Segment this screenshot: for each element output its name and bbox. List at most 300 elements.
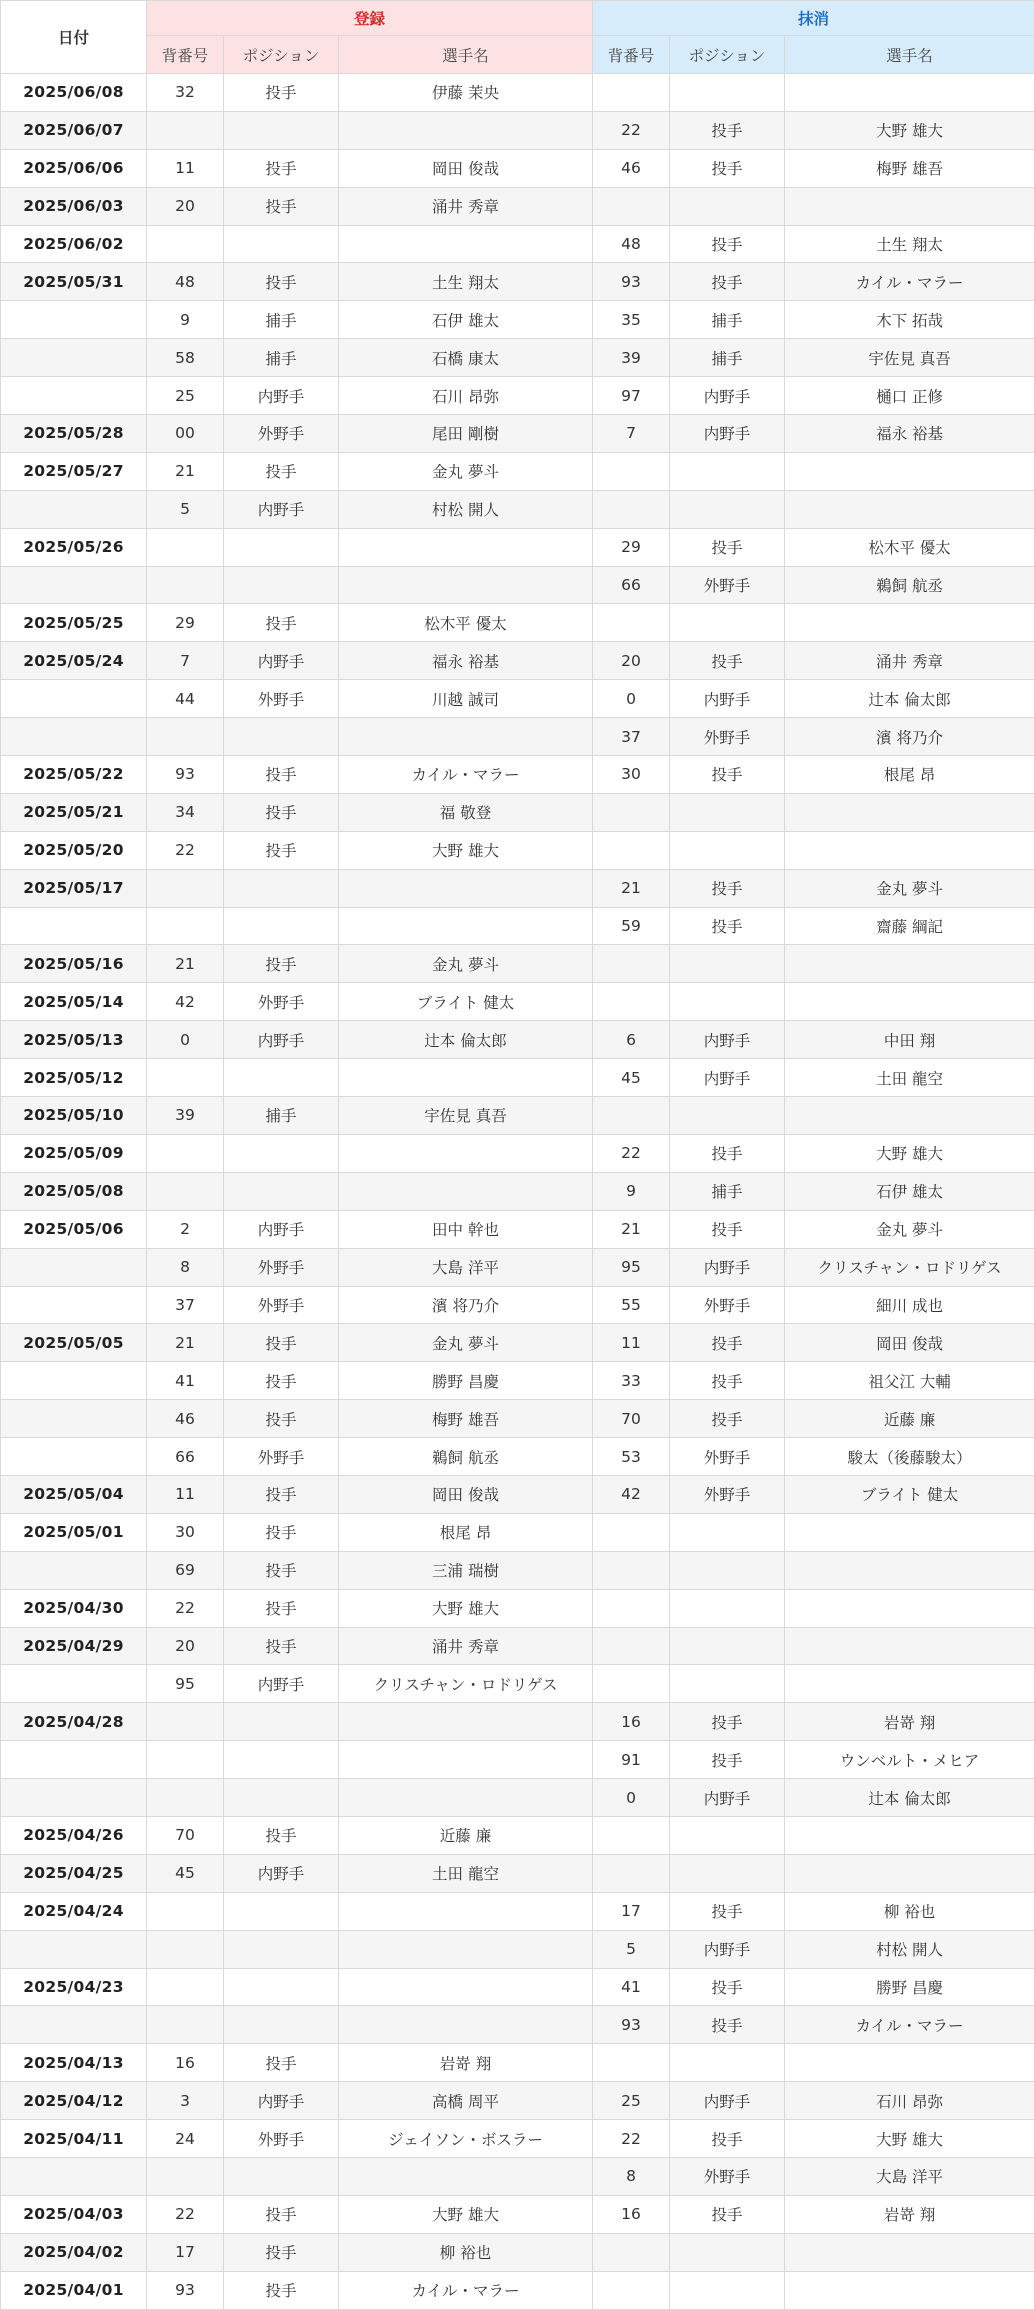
deregistered-player-cell: 金丸 夢斗 xyxy=(785,1210,1034,1248)
deregistered-position-cell xyxy=(670,1551,785,1589)
date-cell: 2025/04/03 xyxy=(1,2195,147,2233)
date-cell xyxy=(1,490,147,528)
deregistered-number-cell xyxy=(593,1854,670,1892)
deregistered-number-cell xyxy=(593,604,670,642)
registered-position-cell: 投手 xyxy=(224,831,339,869)
table-row xyxy=(1,1551,1034,1589)
header-group-row xyxy=(1,1,1034,36)
date-cell xyxy=(1,1551,147,1589)
deregistered-position-cell xyxy=(670,1854,785,1892)
deregistered-position-cell: 捕手 xyxy=(670,301,785,339)
date-cell: 2025/04/26 xyxy=(1,1816,147,1854)
registered-position-cell: 投手 xyxy=(224,452,339,490)
deregistered-player-cell: 大野 雄大 xyxy=(785,111,1034,149)
deregistered-position-cell: 内野手 xyxy=(670,1779,785,1817)
registered-position-cell: 内野手 xyxy=(224,1854,339,1892)
date-cell: 2025/05/21 xyxy=(1,793,147,831)
deregistered-position-cell xyxy=(670,1097,785,1135)
table-row xyxy=(1,907,1034,945)
date-cell: 2025/05/09 xyxy=(1,1134,147,1172)
registered-position-cell: 外野手 xyxy=(224,1438,339,1476)
deregistered-position-cell: 投手 xyxy=(670,111,785,149)
date-cell: 2025/06/08 xyxy=(1,74,147,112)
table-row xyxy=(1,1892,1034,1930)
registered-player-cell: 根尾 昂 xyxy=(339,1513,593,1551)
date-cell: 2025/04/13 xyxy=(1,2044,147,2082)
deregistered-number-cell xyxy=(593,1551,670,1589)
registered-number-cell xyxy=(147,1059,224,1097)
registered-number-cell: 0 xyxy=(147,1021,224,1059)
registered-number-cell xyxy=(147,1930,224,1968)
deregistered-position-cell xyxy=(670,1665,785,1703)
registered-position-cell: 投手 xyxy=(224,1589,339,1627)
deregistered-player-cell: クリスチャン・ロドリゲス xyxy=(785,1248,1034,1286)
deregistered-player-cell xyxy=(785,945,1034,983)
deregistered-position-cell xyxy=(670,945,785,983)
registered-position-cell: 内野手 xyxy=(224,1210,339,1248)
deregistered-player-cell xyxy=(785,2044,1034,2082)
registered-position-cell: 投手 xyxy=(224,2195,339,2233)
registered-position-cell: 内野手 xyxy=(224,642,339,680)
date-cell xyxy=(1,907,147,945)
registered-number-cell: 70 xyxy=(147,1816,224,1854)
registered-position-cell: 内野手 xyxy=(224,377,339,415)
table-row xyxy=(1,2271,1034,2309)
date-cell: 2025/05/26 xyxy=(1,528,147,566)
table-row xyxy=(1,1172,1034,1210)
registered-number-cell: 22 xyxy=(147,831,224,869)
deregistered-player-cell xyxy=(785,74,1034,112)
date-cell: 2025/05/04 xyxy=(1,1475,147,1513)
registered-position-cell xyxy=(224,869,339,907)
registered-player-cell: 土生 翔太 xyxy=(339,263,593,301)
table-row xyxy=(1,74,1034,112)
registered-player-cell xyxy=(339,1779,593,1817)
table-row xyxy=(1,945,1034,983)
registered-position-cell: 投手 xyxy=(224,945,339,983)
deregistered-number-cell: 21 xyxy=(593,1210,670,1248)
registered-player-cell xyxy=(339,2157,593,2195)
deregistered-player-cell xyxy=(785,452,1034,490)
date-cell xyxy=(1,1400,147,1438)
registered-player-cell xyxy=(339,111,593,149)
table-row xyxy=(1,566,1034,604)
deregistered-player-cell xyxy=(785,1551,1034,1589)
deregistered-number-cell: 22 xyxy=(593,2120,670,2158)
date-cell xyxy=(1,1930,147,1968)
deregistered-player-cell xyxy=(785,187,1034,225)
registered-position-cell: 投手 xyxy=(224,2233,339,2271)
table-row xyxy=(1,793,1034,831)
date-cell: 2025/04/29 xyxy=(1,1627,147,1665)
registered-number-cell: 21 xyxy=(147,945,224,983)
table-row xyxy=(1,1665,1034,1703)
registered-position-cell: 投手 xyxy=(224,1551,339,1589)
deregistered-player-cell: 岡田 俊哉 xyxy=(785,1324,1034,1362)
registered-position-cell: 内野手 xyxy=(224,1021,339,1059)
deregistered-number-cell xyxy=(593,490,670,528)
registered-number-cell: 34 xyxy=(147,793,224,831)
deregistered-number-cell xyxy=(593,1665,670,1703)
deregistered-position-cell xyxy=(670,983,785,1021)
date-cell xyxy=(1,339,147,377)
registered-position-cell xyxy=(224,1968,339,2006)
table-row xyxy=(1,1059,1034,1097)
registered-number-cell xyxy=(147,225,224,263)
registered-number-cell xyxy=(147,1703,224,1741)
registered-number-cell xyxy=(147,566,224,604)
date-cell: 2025/05/08 xyxy=(1,1172,147,1210)
registered-position-header: ポジション xyxy=(224,36,339,74)
table-row xyxy=(1,225,1034,263)
date-cell: 2025/05/17 xyxy=(1,869,147,907)
registered-player-cell: 宇佐見 真吾 xyxy=(339,1097,593,1135)
registered-position-cell: 投手 xyxy=(224,1513,339,1551)
registered-player-cell xyxy=(339,225,593,263)
registered-position-cell: 投手 xyxy=(224,793,339,831)
registered-player-cell: カイル・マラー xyxy=(339,2271,593,2309)
table-row xyxy=(1,1627,1034,1665)
registered-player-cell: 鵜飼 航丞 xyxy=(339,1438,593,1476)
registered-number-cell xyxy=(147,2157,224,2195)
registered-position-cell xyxy=(224,1892,339,1930)
registered-player-cell: 福永 裕基 xyxy=(339,642,593,680)
deregistered-player-cell: 福永 裕基 xyxy=(785,415,1034,453)
deregistered-number-cell xyxy=(593,1513,670,1551)
deregistered-number-cell: 0 xyxy=(593,1779,670,1817)
deregistered-position-cell: 投手 xyxy=(670,225,785,263)
deregistered-position-cell: 内野手 xyxy=(670,377,785,415)
date-cell: 2025/04/24 xyxy=(1,1892,147,1930)
table-row xyxy=(1,1210,1034,1248)
registered-position-cell: 外野手 xyxy=(224,1286,339,1324)
table-row xyxy=(1,301,1034,339)
deregistered-player-cell: 岩嵜 翔 xyxy=(785,1703,1034,1741)
deregistered-position-cell: 内野手 xyxy=(670,1930,785,1968)
deregistered-number-cell xyxy=(593,983,670,1021)
registered-number-cell: 44 xyxy=(147,680,224,718)
registered-number-cell: 24 xyxy=(147,2120,224,2158)
deregistered-player-cell: 勝野 昌慶 xyxy=(785,1968,1034,2006)
registered-position-cell xyxy=(224,2006,339,2044)
deregistered-player-cell: 根尾 昂 xyxy=(785,756,1034,794)
registered-position-cell: 投手 xyxy=(224,2271,339,2309)
deregistered-number-cell xyxy=(593,945,670,983)
deregistered-number-cell: 7 xyxy=(593,415,670,453)
registered-player-cell: 大野 雄大 xyxy=(339,1589,593,1627)
registered-position-cell: 投手 xyxy=(224,149,339,187)
roster-table-body xyxy=(1,74,1034,2310)
registered-number-cell: 95 xyxy=(147,1665,224,1703)
deregistered-position-cell xyxy=(670,187,785,225)
deregistered-number-cell: 70 xyxy=(593,1400,670,1438)
date-cell xyxy=(1,377,147,415)
deregistered-position-cell: 外野手 xyxy=(670,718,785,756)
deregistered-position-cell: 投手 xyxy=(670,642,785,680)
deregistered-number-cell xyxy=(593,452,670,490)
deregistered-player-cell: 濱 将乃介 xyxy=(785,718,1034,756)
registered-player-cell: カイル・マラー xyxy=(339,756,593,794)
table-row xyxy=(1,983,1034,1021)
registered-number-cell: 48 xyxy=(147,263,224,301)
deregistered-number-cell: 9 xyxy=(593,1172,670,1210)
date-cell: 2025/04/30 xyxy=(1,1589,147,1627)
date-cell xyxy=(1,680,147,718)
date-cell: 2025/06/03 xyxy=(1,187,147,225)
registered-player-cell xyxy=(339,566,593,604)
registered-player-cell: 土田 龍空 xyxy=(339,1854,593,1892)
registered-position-cell: 投手 xyxy=(224,1627,339,1665)
registered-player-cell: 梅野 雄吾 xyxy=(339,1400,593,1438)
registered-number-cell: 32 xyxy=(147,74,224,112)
registered-position-cell: 内野手 xyxy=(224,490,339,528)
deregistered-player-cell: ウンベルト・メヒア xyxy=(785,1741,1034,1779)
table-row xyxy=(1,2157,1034,2195)
date-cell xyxy=(1,1665,147,1703)
date-cell: 2025/04/01 xyxy=(1,2271,147,2309)
registered-number-cell: 93 xyxy=(147,2271,224,2309)
date-cell xyxy=(1,2157,147,2195)
registered-position-cell: 捕手 xyxy=(224,301,339,339)
table-row xyxy=(1,680,1034,718)
deregistered-position-cell: 外野手 xyxy=(670,1475,785,1513)
deregistered-position-cell xyxy=(670,452,785,490)
date-column-header: 日付 xyxy=(1,1,147,74)
deregistered-player-cell xyxy=(785,1097,1034,1135)
table-row xyxy=(1,2233,1034,2271)
deregistered-position-cell: 捕手 xyxy=(670,339,785,377)
registered-number-cell: 17 xyxy=(147,2233,224,2271)
deregistered-position-cell xyxy=(670,604,785,642)
registered-position-cell xyxy=(224,528,339,566)
registered-number-cell xyxy=(147,869,224,907)
deregistered-number-cell: 35 xyxy=(593,301,670,339)
registered-position-cell: 投手 xyxy=(224,1475,339,1513)
deregistered-number-cell xyxy=(593,1589,670,1627)
date-cell: 2025/04/02 xyxy=(1,2233,147,2271)
registered-number-cell: 37 xyxy=(147,1286,224,1324)
registered-number-header: 背番号 xyxy=(147,36,224,74)
registered-number-cell: 11 xyxy=(147,1475,224,1513)
registered-position-cell: 内野手 xyxy=(224,2082,339,2120)
registered-player-cell: ブライト 健太 xyxy=(339,983,593,1021)
registered-number-cell: 21 xyxy=(147,1324,224,1362)
deregistered-player-cell: 涌井 秀章 xyxy=(785,642,1034,680)
deregistered-player-cell: カイル・マラー xyxy=(785,2006,1034,2044)
deregistered-position-cell: 内野手 xyxy=(670,1248,785,1286)
date-cell xyxy=(1,2006,147,2044)
deregistered-player-cell xyxy=(785,793,1034,831)
deregistered-position-cell: 投手 xyxy=(670,1210,785,1248)
deregistered-position-cell: 投手 xyxy=(670,1400,785,1438)
registered-number-cell: 22 xyxy=(147,2195,224,2233)
registered-number-cell: 46 xyxy=(147,1400,224,1438)
registered-position-cell: 投手 xyxy=(224,1362,339,1400)
deregistered-position-cell: 内野手 xyxy=(670,1059,785,1097)
deregistered-position-cell: 外野手 xyxy=(670,2157,785,2195)
deregistered-position-cell: 投手 xyxy=(670,1134,785,1172)
table-row xyxy=(1,1400,1034,1438)
date-cell xyxy=(1,1286,147,1324)
registered-player-cell xyxy=(339,1134,593,1172)
date-cell: 2025/05/12 xyxy=(1,1059,147,1097)
registered-number-cell: 69 xyxy=(147,1551,224,1589)
header-column-row xyxy=(1,36,1034,74)
registered-player-cell xyxy=(339,1703,593,1741)
registered-player-cell xyxy=(339,1930,593,1968)
table-row xyxy=(1,1475,1034,1513)
deregistered-number-cell: 16 xyxy=(593,2195,670,2233)
date-cell: 2025/05/20 xyxy=(1,831,147,869)
deregistered-number-cell xyxy=(593,2044,670,2082)
deregistered-player-cell: 梅野 雄吾 xyxy=(785,149,1034,187)
date-cell: 2025/05/28 xyxy=(1,415,147,453)
date-cell: 2025/05/14 xyxy=(1,983,147,1021)
deregistered-number-cell xyxy=(593,1627,670,1665)
registered-number-cell: 93 xyxy=(147,756,224,794)
table-row xyxy=(1,1703,1034,1741)
deregistered-number-cell: 29 xyxy=(593,528,670,566)
deregistered-position-cell xyxy=(670,1627,785,1665)
table-row xyxy=(1,149,1034,187)
date-cell: 2025/05/13 xyxy=(1,1021,147,1059)
registered-position-cell: 外野手 xyxy=(224,1248,339,1286)
registered-position-cell xyxy=(224,2157,339,2195)
table-row xyxy=(1,2195,1034,2233)
registered-player-cell xyxy=(339,1172,593,1210)
table-row xyxy=(1,263,1034,301)
date-cell xyxy=(1,1362,147,1400)
deregistered-number-cell: 22 xyxy=(593,111,670,149)
deregistered-group-header: 抹消 xyxy=(593,1,1034,36)
deregistered-player-cell: 岩嵜 翔 xyxy=(785,2195,1034,2233)
registered-number-cell: 22 xyxy=(147,1589,224,1627)
deregistered-position-cell xyxy=(670,1816,785,1854)
date-cell: 2025/06/06 xyxy=(1,149,147,187)
deregistered-player-cell xyxy=(785,2271,1034,2309)
registered-position-cell xyxy=(224,718,339,756)
deregistered-player-cell: 金丸 夢斗 xyxy=(785,869,1034,907)
table-row xyxy=(1,1097,1034,1135)
registered-position-cell: 捕手 xyxy=(224,339,339,377)
table-row xyxy=(1,1324,1034,1362)
deregistered-position-cell: 投手 xyxy=(670,1968,785,2006)
registered-player-cell xyxy=(339,2006,593,2044)
deregistered-player-cell xyxy=(785,490,1034,528)
table-row xyxy=(1,2120,1034,2158)
deregistered-number-cell: 93 xyxy=(593,263,670,301)
deregistered-number-cell: 22 xyxy=(593,1134,670,1172)
registered-position-cell: 投手 xyxy=(224,604,339,642)
registered-position-cell xyxy=(224,1059,339,1097)
registered-position-cell: 投手 xyxy=(224,263,339,301)
registered-position-cell xyxy=(224,111,339,149)
registered-position-cell xyxy=(224,1741,339,1779)
table-row xyxy=(1,187,1034,225)
registered-position-cell: 投手 xyxy=(224,74,339,112)
registered-player-cell: 金丸 夢斗 xyxy=(339,452,593,490)
registered-position-cell: 捕手 xyxy=(224,1097,339,1135)
deregistered-player-cell: 村松 開人 xyxy=(785,1930,1034,1968)
deregistered-player-header: 選手名 xyxy=(785,36,1034,74)
table-row xyxy=(1,642,1034,680)
table-row xyxy=(1,377,1034,415)
registered-number-cell: 66 xyxy=(147,1438,224,1476)
registered-player-cell: 松木平 優太 xyxy=(339,604,593,642)
date-cell: 2025/04/11 xyxy=(1,2120,147,2158)
deregistered-number-cell: 55 xyxy=(593,1286,670,1324)
deregistered-position-cell: 投手 xyxy=(670,1362,785,1400)
registered-number-cell: 8 xyxy=(147,1248,224,1286)
registered-player-cell xyxy=(339,907,593,945)
table-row xyxy=(1,452,1034,490)
table-row xyxy=(1,1930,1034,1968)
table-row xyxy=(1,1741,1034,1779)
registered-position-cell xyxy=(224,225,339,263)
deregistered-number-cell: 93 xyxy=(593,2006,670,2044)
deregistered-player-cell: 宇佐見 真吾 xyxy=(785,339,1034,377)
registered-number-cell: 21 xyxy=(147,452,224,490)
table-row xyxy=(1,1021,1034,1059)
deregistered-player-cell: 祖父江 大輔 xyxy=(785,1362,1034,1400)
deregistered-number-cell: 16 xyxy=(593,1703,670,1741)
registered-player-cell: 勝野 昌慶 xyxy=(339,1362,593,1400)
registered-player-cell: 辻本 倫太郎 xyxy=(339,1021,593,1059)
deregistered-position-cell xyxy=(670,74,785,112)
deregistered-player-cell: 土田 龍空 xyxy=(785,1059,1034,1097)
registered-player-cell: 伊藤 茉央 xyxy=(339,74,593,112)
deregistered-position-cell: 投手 xyxy=(670,1741,785,1779)
deregistered-player-cell: ブライト 健太 xyxy=(785,1475,1034,1513)
registered-number-cell: 3 xyxy=(147,2082,224,2120)
registered-player-cell: 近藤 廉 xyxy=(339,1816,593,1854)
registered-number-cell: 9 xyxy=(147,301,224,339)
registered-number-cell: 58 xyxy=(147,339,224,377)
registered-player-cell: 石伊 雄太 xyxy=(339,301,593,339)
registered-number-cell: 00 xyxy=(147,415,224,453)
deregistered-position-cell xyxy=(670,1589,785,1627)
table-row xyxy=(1,1286,1034,1324)
registered-player-cell: 尾田 剛樹 xyxy=(339,415,593,453)
deregistered-player-cell xyxy=(785,1589,1034,1627)
registered-number-cell: 5 xyxy=(147,490,224,528)
deregistered-position-cell xyxy=(670,2271,785,2309)
registered-player-cell: 川越 誠司 xyxy=(339,680,593,718)
registered-position-cell: 投手 xyxy=(224,1324,339,1362)
deregistered-number-cell: 6 xyxy=(593,1021,670,1059)
deregistered-number-cell: 30 xyxy=(593,756,670,794)
registered-number-cell xyxy=(147,111,224,149)
table-row xyxy=(1,490,1034,528)
deregistered-position-cell: 内野手 xyxy=(670,2082,785,2120)
registered-player-cell: 金丸 夢斗 xyxy=(339,945,593,983)
deregistered-number-cell xyxy=(593,74,670,112)
deregistered-position-cell: 内野手 xyxy=(670,415,785,453)
deregistered-number-cell: 37 xyxy=(593,718,670,756)
table-row xyxy=(1,1779,1034,1817)
deregistered-number-cell: 33 xyxy=(593,1362,670,1400)
date-cell: 2025/04/25 xyxy=(1,1854,147,1892)
registered-number-cell: 41 xyxy=(147,1362,224,1400)
date-cell: 2025/05/06 xyxy=(1,1210,147,1248)
deregistered-player-cell xyxy=(785,2233,1034,2271)
table-row xyxy=(1,1134,1034,1172)
registered-player-cell: 涌井 秀章 xyxy=(339,187,593,225)
registered-position-cell: 内野手 xyxy=(224,1665,339,1703)
deregistered-number-cell: 42 xyxy=(593,1475,670,1513)
deregistered-player-cell: 近藤 廉 xyxy=(785,1400,1034,1438)
deregistered-number-cell: 95 xyxy=(593,1248,670,1286)
